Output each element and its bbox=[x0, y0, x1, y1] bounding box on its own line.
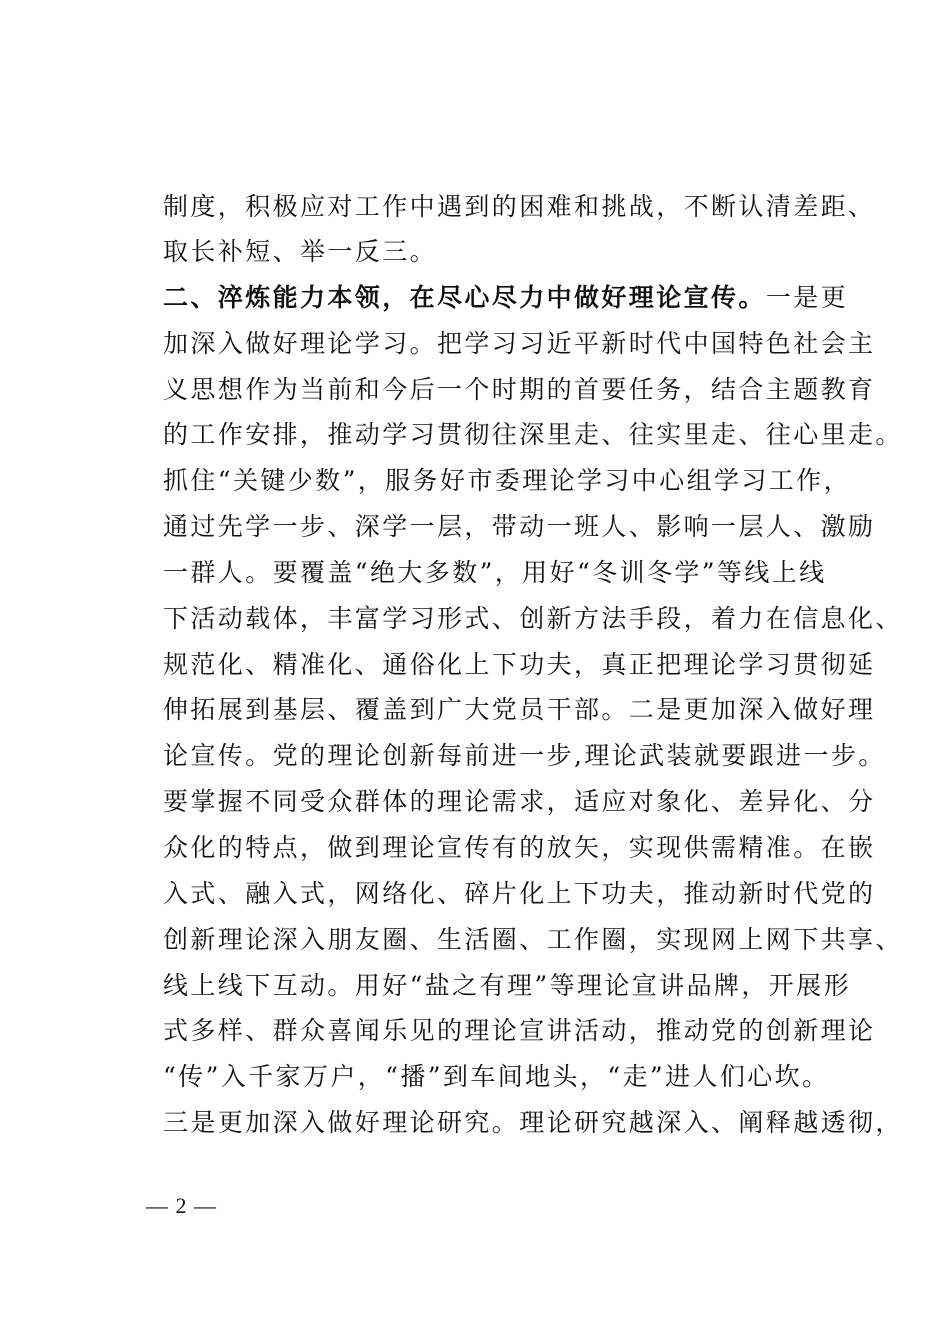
text-line: 的工作安排，推动学习贯彻往深里走、往实里走、往心里走。 bbox=[163, 420, 903, 449]
text-line: 式多样、群众喜闻乐见的理论宣讲活动，推动党的创新理论 bbox=[163, 1016, 876, 1045]
text-line: 规范化、精准化、通俗化上下功夫，真正把理论学习贯彻延 bbox=[163, 650, 876, 679]
text-line: 取长补短、举一反三。 bbox=[163, 237, 438, 266]
section-heading: 二、淬炼能力本领，在尽心尽力中做好理论宣传。 bbox=[163, 283, 766, 312]
text-line: 一群人。要覆盖“绝大多数”，用好“冬训冬学”等线上线 bbox=[163, 558, 827, 587]
text-line: 众化的特点，做到理论宣传有的放矢，实现供需精准。在嵌 bbox=[163, 833, 876, 862]
text-line: 线上线下互动。用好“盐之有理”等理论宣讲品牌，开展形 bbox=[163, 971, 851, 1000]
text-line: 论宣传。党的理论创新每前进一步,理论武装就要跟进一步。 bbox=[163, 741, 886, 770]
text-line: 要掌握不同受众群体的理论需求，适应对象化、差异化、分 bbox=[163, 787, 876, 816]
text-line: 入式、融入式，网络化、碎片化上下功夫，推动新时代党的 bbox=[163, 879, 876, 908]
text-span: 一是更 bbox=[765, 283, 849, 312]
text-line: 下活动载体，丰富学习形式、创新方法手段，着力在信息化、 bbox=[163, 604, 903, 633]
text-line: 加深入做好理论学习。把学习习近平新时代中国特色社会主 bbox=[163, 329, 876, 358]
text-line: 创新理论深入朋友圈、生活圈、工作圈，实现网上网下共享、 bbox=[163, 925, 903, 954]
text-line: 伸拓展到基层、覆盖到广大党员干部。二是更加深入做好理 bbox=[163, 695, 876, 724]
text-line: 三是更加深入做好理论研究。理论研究越深入、阐释越透彻， bbox=[163, 1108, 903, 1137]
text-line: “传”入千家万户，“播”到车间地头，“走”进人们心坎。 bbox=[163, 1062, 830, 1091]
text-line: 通过先学一步、深学一层，带动一班人、影响一层人、激励 bbox=[163, 512, 876, 541]
text-line: 义思想作为当前和今后一个时期的首要任务，结合主题教育 bbox=[163, 375, 876, 404]
text-line: 抓住“关键少数”，服务好市委理论学习中心组学习工作， bbox=[163, 466, 851, 495]
page-number: — 2 — bbox=[146, 1193, 217, 1218]
text-line: 制度，积极应对工作中遇到的困难和挑战，不断认清差距、 bbox=[163, 192, 876, 221]
section-heading-line bbox=[163, 283, 848, 313]
